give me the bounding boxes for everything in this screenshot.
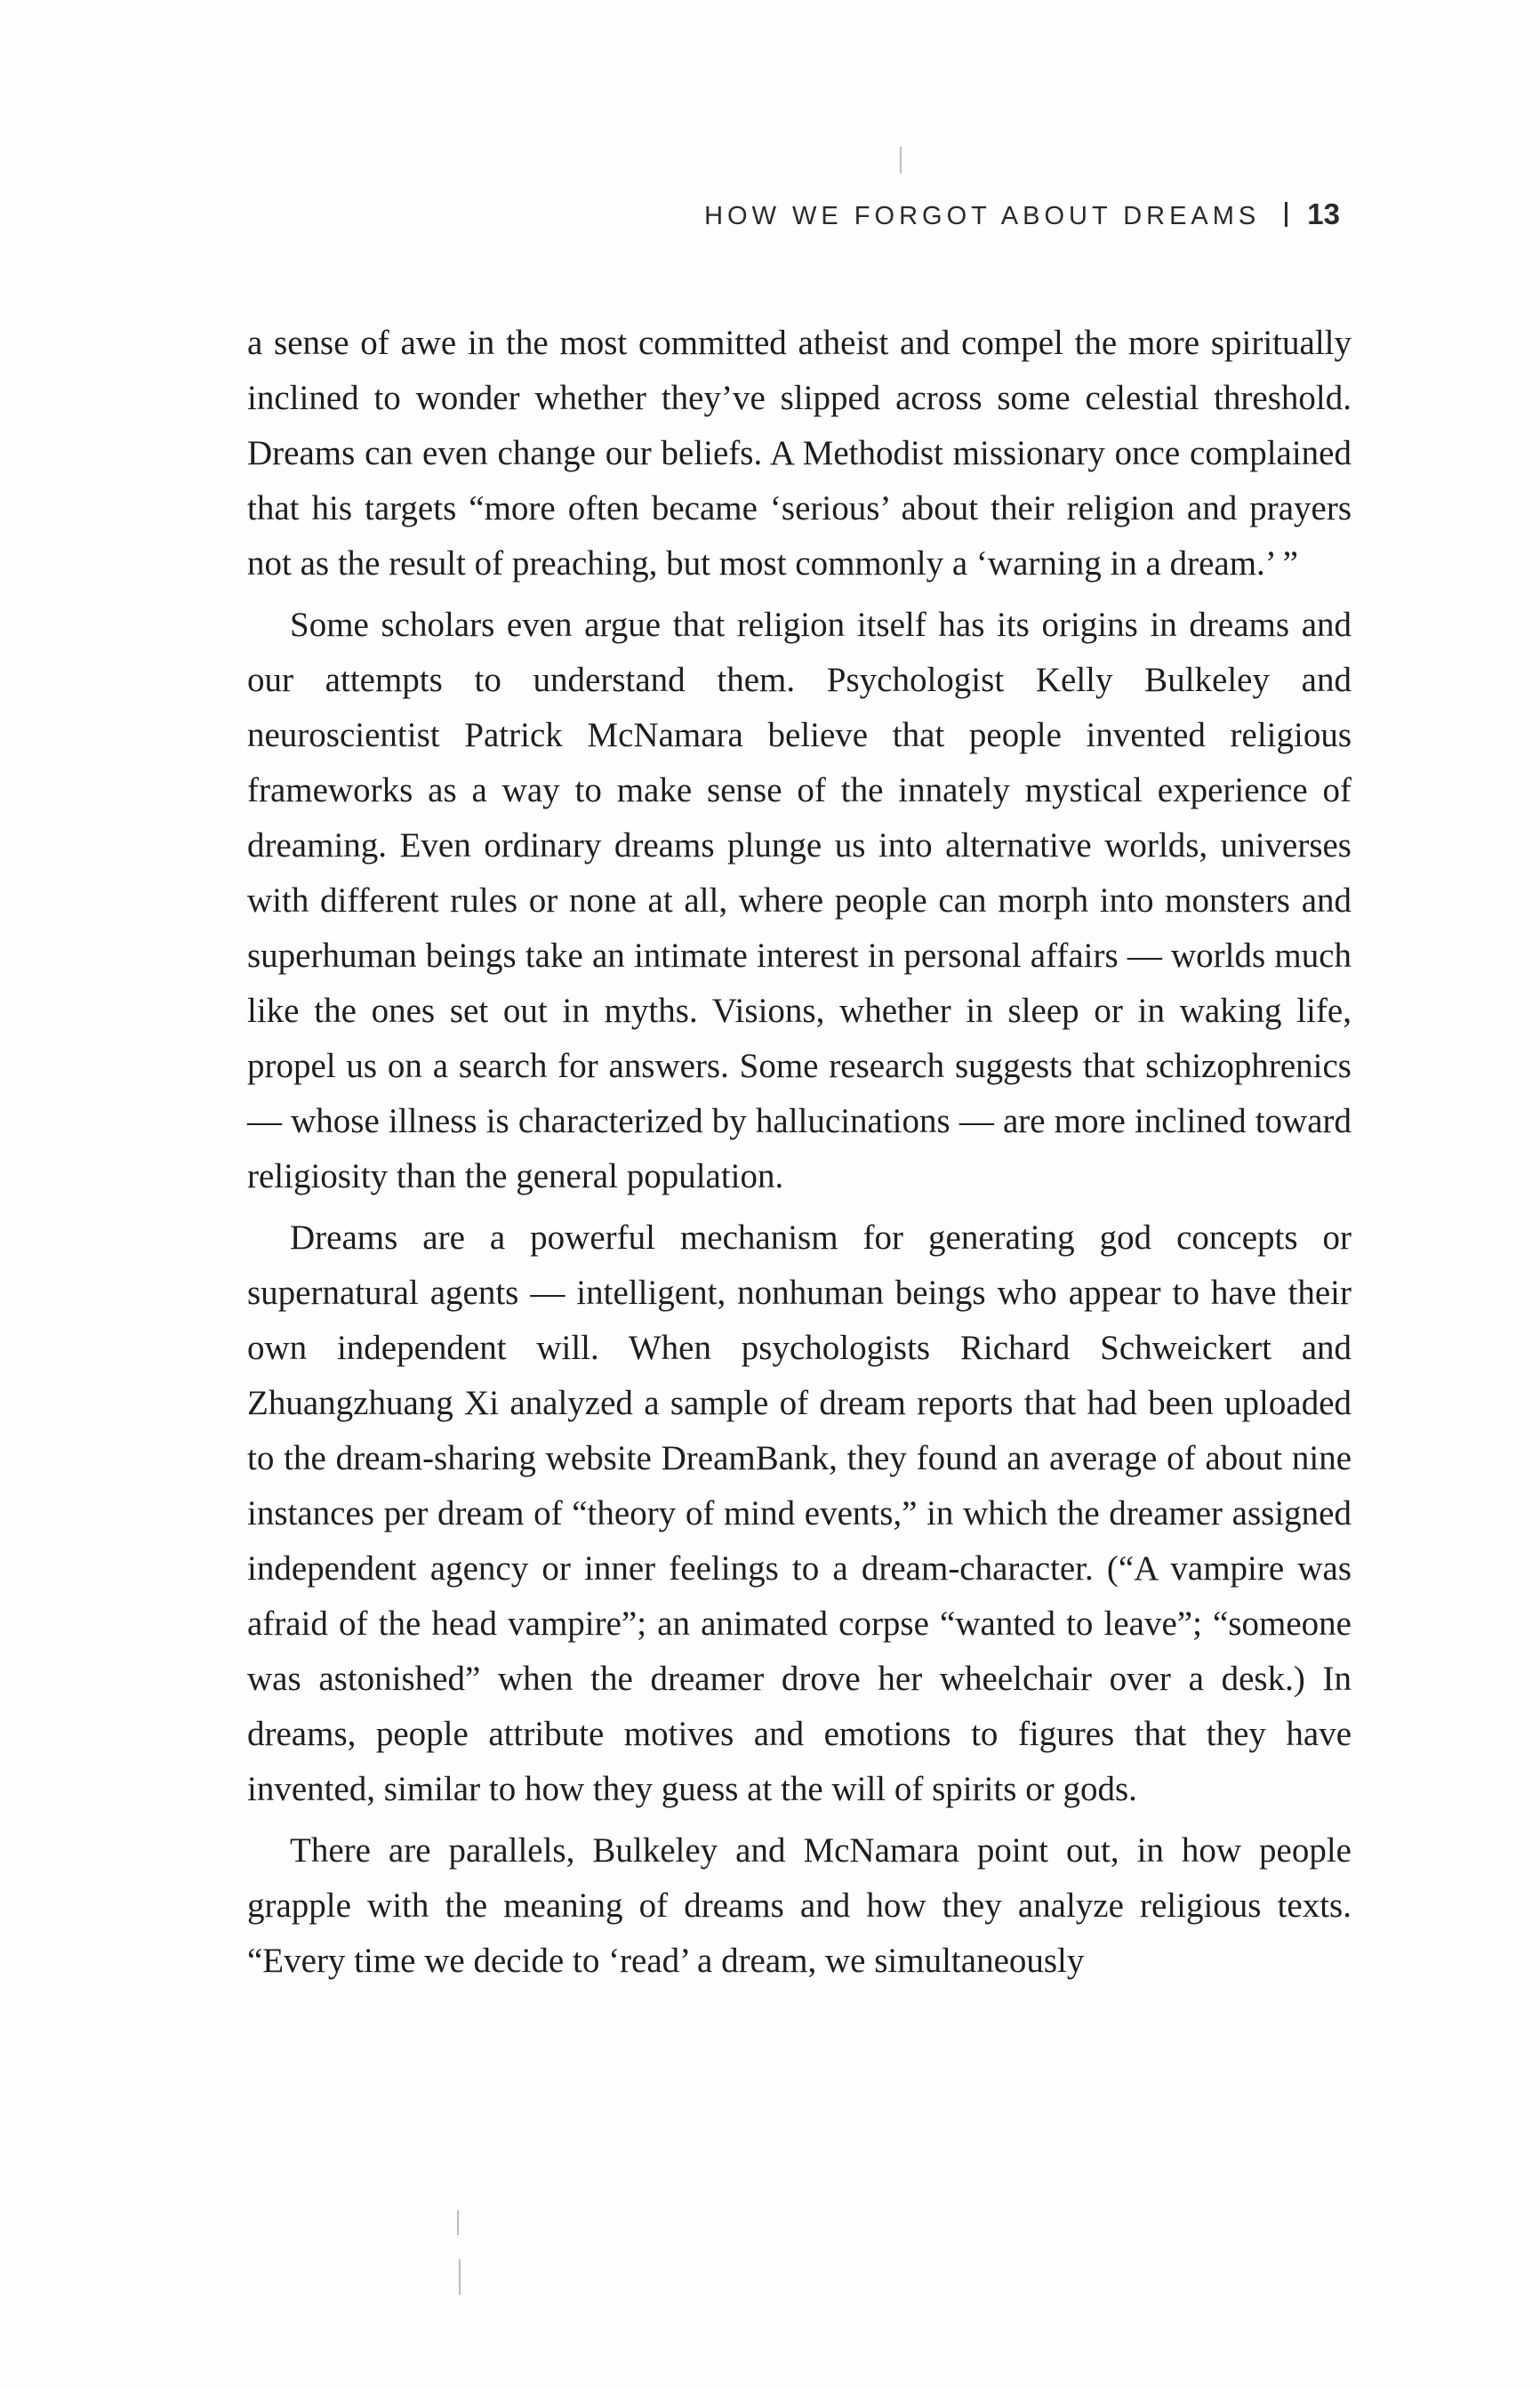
- scan-artifact-bottom-2: [459, 2259, 461, 2295]
- header-divider: [1285, 202, 1287, 227]
- running-title: HOW WE FORGOT ABOUT DREAMS: [704, 202, 1261, 230]
- running-head: [704, 197, 1340, 231]
- body-text: [247, 316, 1352, 1989]
- paragraph-1: a sense of awe in the most committed atheist and compel the more spiritually inclined to wonder whether they’ve slipped across some celestial threshold. Dreams can even change our beliefs. A Methodist missionary once complained that his targets “more often became ‘serious’ about their religion and prayers not as the result of preaching, but most commonly a ‘warning in a dream.’ ”: [247, 324, 1352, 583]
- paragraph-4: There are parallels, Bulkeley and McNamara point out, in how people grapple with the meaning of dreams and how they analyze religious texts. “Every time we decide to ‘read’ a dream, we simultaneously: [247, 1831, 1352, 1980]
- scan-artifact-top: [900, 147, 902, 173]
- paragraph-2: Some scholars even argue that religion itself has its origins in dreams and our attempts to understand them. Psychologist Kelly Bulkeley and neuroscientist Patrick McNamara believe that people invented religious frameworks as a way to make sense of the innately mystical experience of dreaming. Even ordinary dreams plunge us into alternative worlds, universes with different rules or none at all, where people can morph into monsters and superhuman beings take an intimate interest in personal affairs — worlds much like the ones set out in myths. Visions, whether in sleep or in waking life, propel us on a search for answers. Some research suggests that schizophrenics — whose illness is characterized by hallucinations — are more inclined toward religiosity than the general population.: [247, 606, 1352, 1195]
- page-number: 13: [1307, 197, 1340, 230]
- paragraph-3: Dreams are a powerful mechanism for generating god concepts or supernatural agents — intelligent, nonhuman beings who appear to have their own independent will. When psychologists Richard Schweickert and Zhuangzhuang Xi analyzed a sample of dream reports that had been uploaded to the dream-sharing website DreamBank, they found an average of about nine instances per dream of “theory of mind events,” in which the dreamer assigned independent agency or inner feelings to a dream-character. (“A vampire was afraid of the head vampire”; an animated corpse “wanted to leave”; “someone was astonished” when the dreamer drove her wheelchair over a desk.) In dreams, people attribute motives and emotions to figures that they have invented, similar to how they guess at the will of spirits or gods.: [247, 1219, 1352, 1808]
- scan-artifact-bottom-1: [457, 2210, 459, 2235]
